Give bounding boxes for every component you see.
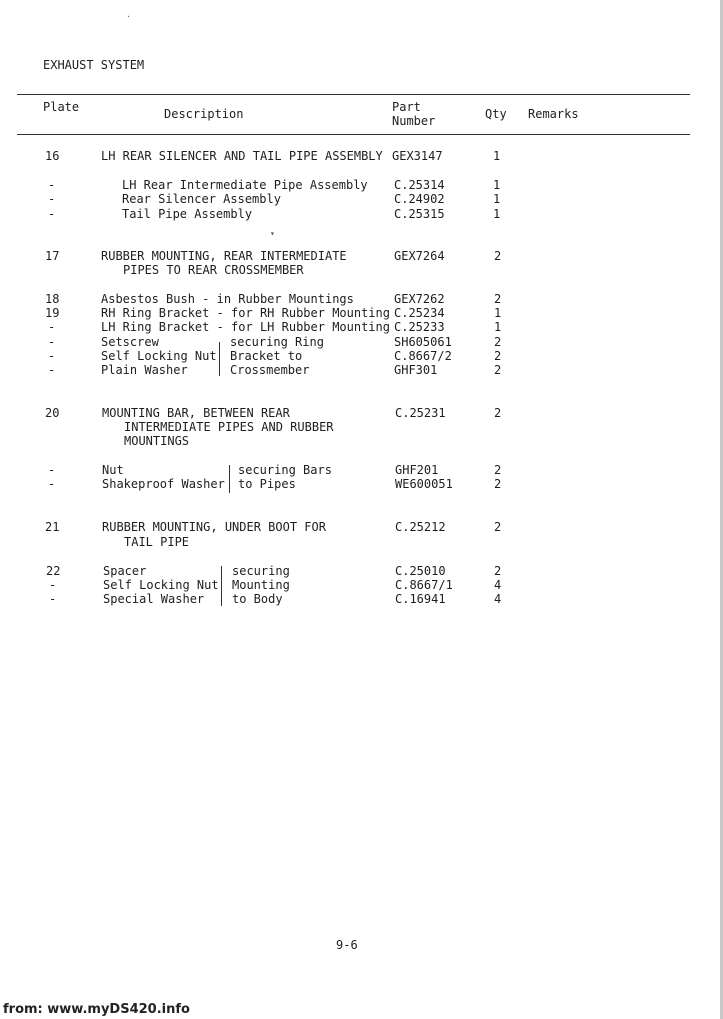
header-top-rule	[17, 94, 690, 95]
description-cell: Self Locking Nut	[103, 578, 219, 592]
note-cell: to Pipes	[238, 477, 296, 491]
plate-cell: -	[49, 592, 57, 606]
description-cell: PIPES TO REAR CROSSMEMBER	[123, 263, 304, 277]
description-cell: Nut	[102, 463, 124, 477]
description-cell: Shakeproof Washer	[102, 477, 225, 491]
description-cell: Rear Silencer Assembly	[122, 192, 281, 206]
part-number-cell: GEX7262	[394, 292, 445, 306]
plate-cell: -	[49, 578, 57, 592]
qty-cell: 2	[494, 477, 502, 491]
part-number-cell: C.25231	[395, 406, 446, 420]
plate-cell: -	[48, 192, 56, 206]
footer-source: from: www.myDS420.info	[3, 1002, 190, 1017]
plate-cell: 22	[46, 564, 61, 578]
note-cell: Mounting	[232, 578, 290, 592]
qty-cell: 4	[494, 578, 502, 592]
qty-cell: 1	[494, 320, 502, 334]
part-number-cell: C.8667/1	[395, 578, 453, 592]
qty-cell: 2	[494, 349, 502, 363]
description-cell: Setscrew	[101, 335, 159, 349]
bracket-line	[229, 465, 230, 493]
part-number-cell: GEX3147	[392, 149, 443, 163]
qty-cell: 2	[494, 363, 502, 377]
description-cell: LH REAR SILENCER AND TAIL PIPE ASSEMBLY	[101, 149, 383, 163]
header-bottom-rule	[17, 134, 690, 135]
part-number-cell: C.25212	[395, 520, 446, 534]
qty-cell: 1	[493, 207, 501, 221]
description-cell: Spacer	[103, 564, 147, 578]
plate-cell: -	[48, 477, 56, 491]
bracket-line	[219, 342, 220, 376]
scan-speck: ▾	[270, 229, 275, 238]
scan-speck: ·	[126, 12, 131, 21]
part-number-cell: C.25233	[394, 320, 445, 334]
plate-cell: 19	[45, 306, 60, 320]
part-number-cell: C.25315	[394, 207, 445, 221]
plate-cell: 18	[45, 292, 60, 306]
section-title: EXHAUST SYSTEM	[43, 58, 145, 72]
description-cell: TAIL PIPE	[124, 535, 190, 549]
qty-cell: 1	[493, 192, 501, 206]
description-cell: RH Ring Bracket - for RH Rubber Mounting	[101, 306, 390, 320]
qty-cell: 1	[493, 178, 501, 192]
qty-cell: 2	[494, 335, 502, 349]
bracket-line	[221, 566, 222, 606]
qty-cell: 4	[494, 592, 502, 606]
part-number-cell: C.8667/2	[394, 349, 452, 363]
column-header-description: Description	[164, 107, 244, 121]
qty-cell: 1	[493, 149, 501, 163]
plate-cell: 21	[45, 520, 60, 534]
qty-cell: 2	[494, 406, 502, 420]
qty-cell: 2	[494, 249, 502, 263]
part-number-cell: GHF301	[394, 363, 438, 377]
part-number-cell: C.25314	[394, 178, 445, 192]
description-cell: Plain Washer	[101, 363, 188, 377]
plate-cell: -	[48, 335, 56, 349]
plate-cell: -	[48, 320, 56, 334]
column-header-plate: Plate	[43, 100, 80, 114]
qty-cell: 1	[494, 306, 502, 320]
plate-cell: -	[48, 463, 56, 477]
description-cell: RUBBER MOUNTING, REAR INTERMEDIATE	[101, 249, 347, 263]
column-header-part: Part	[392, 100, 421, 114]
note-cell: Bracket to	[230, 349, 303, 363]
plate-cell: -	[48, 178, 56, 192]
description-cell: LH Ring Bracket - for LH Rubber Mounting	[101, 320, 390, 334]
description-cell: Asbestos Bush - in Rubber Mountings	[101, 292, 354, 306]
part-number-cell: GEX7264	[394, 249, 445, 263]
part-number-cell: C.24902	[394, 192, 445, 206]
description-cell: MOUNTING BAR, BETWEEN REAR	[102, 406, 290, 420]
part-number-cell: C.25234	[394, 306, 445, 320]
plate-cell: -	[48, 349, 56, 363]
description-cell: RUBBER MOUNTING, UNDER BOOT FOR	[102, 520, 326, 534]
plate-cell: 17	[45, 249, 60, 263]
description-cell: INTERMEDIATE PIPES AND RUBBER	[124, 420, 334, 434]
column-header-qty: Qty	[485, 107, 507, 121]
note-cell: securing Bars	[238, 463, 332, 477]
plate-cell: -	[48, 207, 56, 221]
qty-cell: 2	[494, 463, 502, 477]
qty-cell: 2	[494, 564, 502, 578]
qty-cell: 2	[494, 292, 502, 306]
plate-cell: 20	[45, 406, 60, 420]
column-header-number: Number	[392, 114, 436, 128]
description-cell: Self Locking Nut	[101, 349, 217, 363]
plate-cell: 16	[45, 149, 60, 163]
qty-cell: 2	[494, 520, 502, 534]
column-header-remarks: Remarks	[528, 107, 579, 121]
part-number-cell: C.16941	[395, 592, 446, 606]
part-number-cell: GHF201	[395, 463, 439, 477]
description-cell: Tail Pipe Assembly	[122, 207, 253, 221]
note-cell: securing Ring	[230, 335, 324, 349]
note-cell: Crossmember	[230, 363, 310, 377]
part-number-cell: WE600051	[395, 477, 453, 491]
description-cell: MOUNTINGS	[124, 434, 190, 448]
description-cell: Special Washer	[103, 592, 205, 606]
plate-cell: -	[48, 363, 56, 377]
part-number-cell: SH605061	[394, 335, 452, 349]
part-number-cell: C.25010	[395, 564, 446, 578]
note-cell: to Body	[232, 592, 283, 606]
page-number: 9-6	[336, 938, 358, 952]
note-cell: securing	[232, 564, 290, 578]
description-cell: LH Rear Intermediate Pipe Assembly	[122, 178, 368, 192]
